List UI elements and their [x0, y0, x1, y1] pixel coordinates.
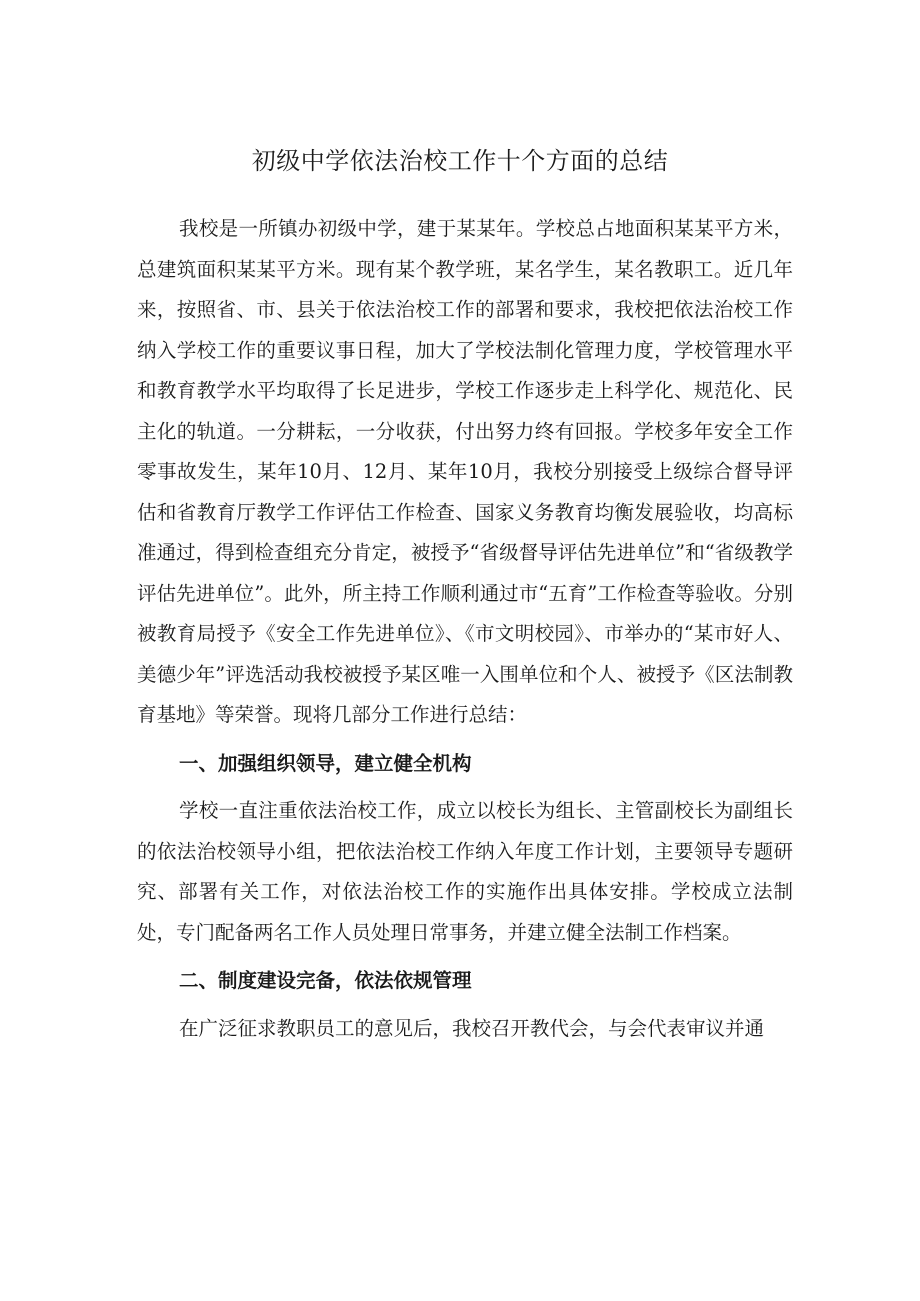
section-paragraph-2: 在广泛征求教职员工的意见后，我校召开教代会，与会代表审议并通	[179, 1016, 765, 1040]
document-body	[137, 209, 793, 1049]
section-paragraph-1: 学校一直注重依法治校工作，成立以校长为组长、主管副校长为副组长的依法治校领导小组，把依法治校工作纳入年度工作计划，主要领导专题研究、部署有关工作，对依法治校工作的实施作出具体安排。学校成立法制处，专门配备两名工作人员处理日常事务，并建立健全法制工作档案。	[137, 799, 793, 944]
section-heading-2: 二、制度建设完备，依法依规管理	[179, 969, 472, 992]
document-title: 初级中学依法治校工作十个方面的总结	[251, 147, 669, 175]
section-heading-1: 一、加强组织领导，建立健全机构	[179, 751, 472, 775]
intro-paragraph: 我校是一所镇办初级中学，建于某某年。学校总占地面积某某平方米，总建筑面积某某平方米。现有某个教学班，某名学生，某名教职工。近几年来，按照省、市、县关于依法治校工作的部署和要求，我校把依法治校工作纳入学校工作的重要议事日程，加大了学校法制化管理力度，学校管理水平和教育教学水平均取得了长足进步，学校工作逐步走上科学化、规范化、民主化的轨道。一分耕耘，一分收获，付出努力终有回报。学校多年安全工作零事故发生，某年10月、12月、某年10月，我校分别接受上级综合督导评估和省教育厅教学工作评估工作检查、国家义务教育均衡发展验收，均高标准通过，得到检查组充分肯定，被授予“省级督导评估先进单位”和“省级教学评估先进单位”。此外，所主持工作顺利通过市“五育”工作检查等验收。分别被教育局授予《安全工作先进单位》、《市文明校园》、市举办的“某市好人、美德少年”评选活动我校被授予某区唯一入围单位和个人、被授予《区法制教育基地》等荣誉。现将几部分工作进行总结：	[137, 217, 793, 726]
